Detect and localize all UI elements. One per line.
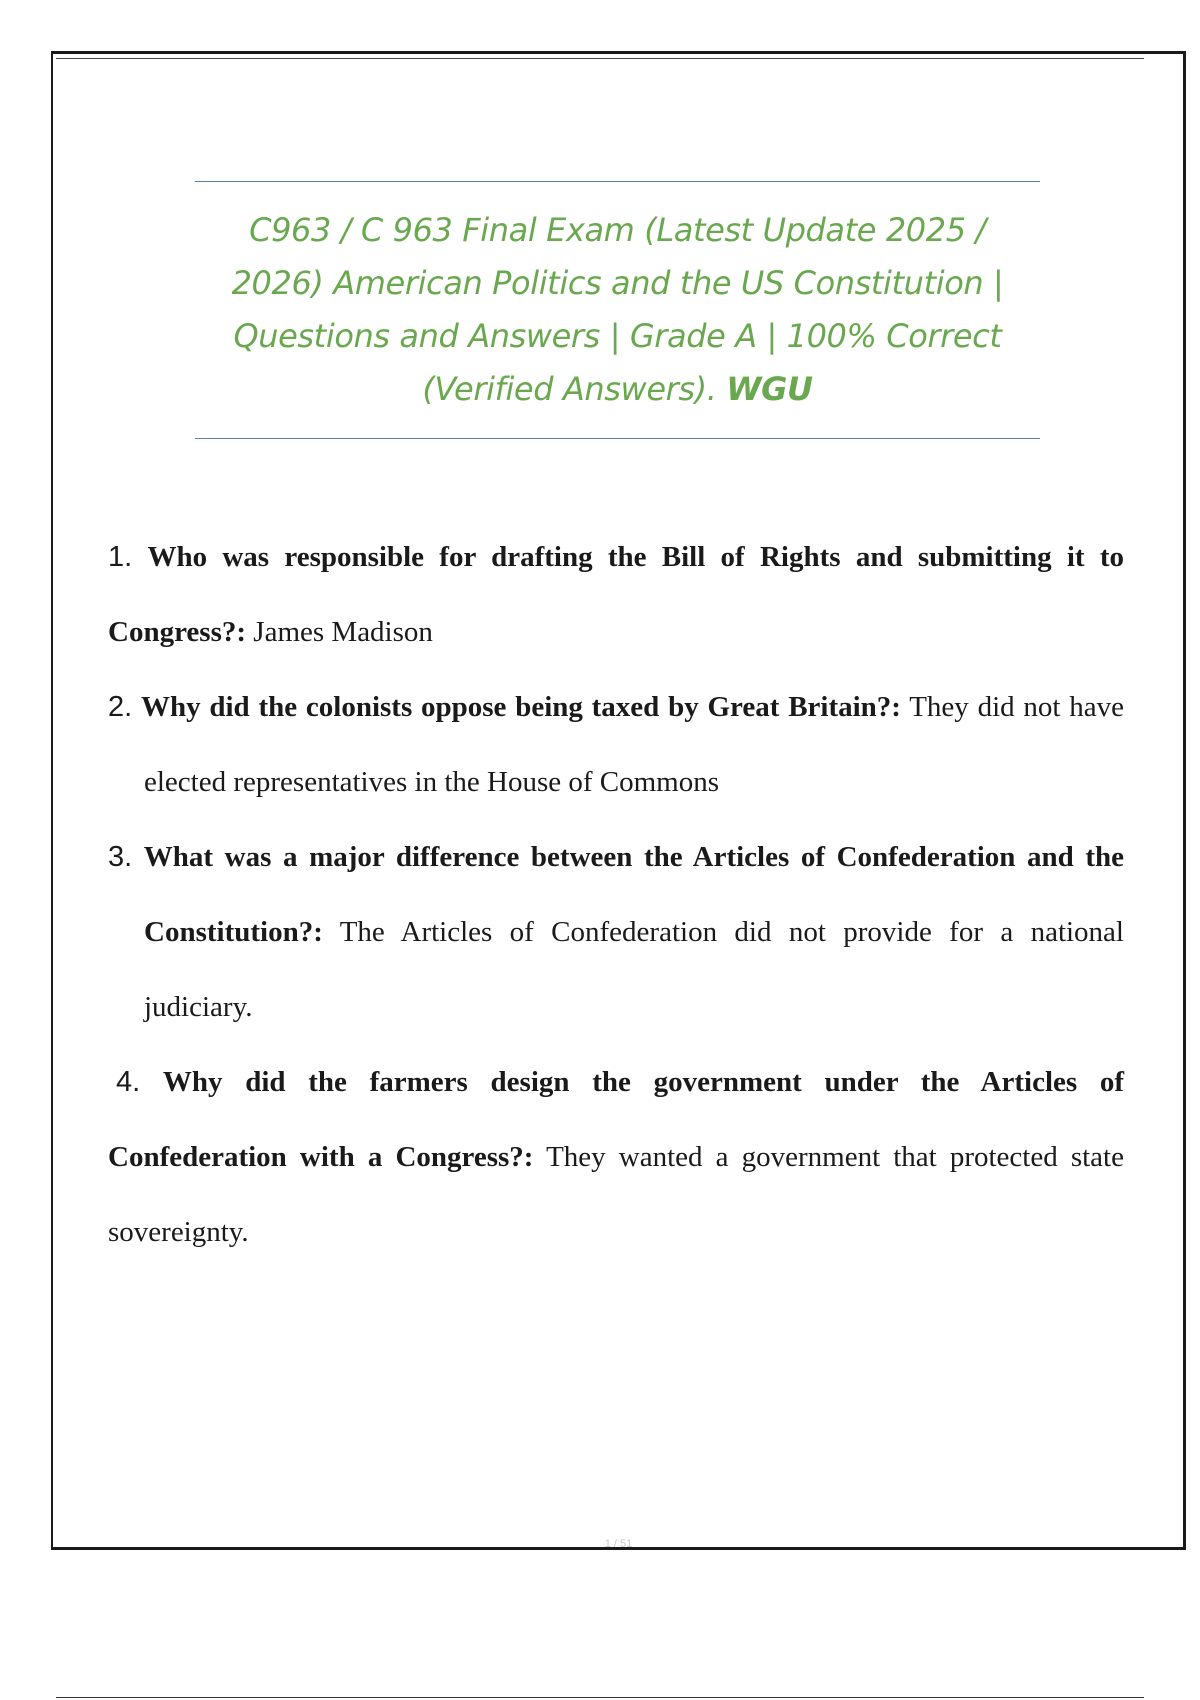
title-block: [195, 181, 1040, 439]
qa-item-3: [108, 820, 1124, 1045]
qa-question: Why did the farmers design the government under the Articles of Confederation with a Congress?:: [108, 1066, 1125, 1173]
qa-number: 2.: [108, 691, 133, 723]
top-rule: [56, 58, 1144, 59]
qa-item-4: [108, 1045, 1124, 1270]
title-line-4-prefix: (Verified Answers).: [422, 370, 727, 408]
qa-number: 1.: [108, 541, 133, 573]
document-title: [195, 204, 1040, 416]
qa-item-2: [108, 670, 1124, 820]
title-line-4: [195, 363, 1040, 416]
qa-answer: They did not have elected representatives in the House of Commons: [144, 691, 1124, 798]
qa-number: 4.: [116, 1066, 141, 1098]
qa-question: Who was responsible for drafting the Bill of Rights and submitting it to Congress?:: [108, 541, 1125, 648]
bottom-rule: [56, 1697, 1144, 1698]
qa-answer: They wanted a government that protected state sovereignty.: [108, 1141, 1124, 1248]
title-line-1: C963 / C 963 Final Exam (Latest Update 2025 /: [249, 211, 986, 249]
title-brand: WGU: [726, 370, 813, 408]
title-line-3: Questions and Answers | Grade A | 100% Correct: [233, 317, 1002, 355]
qa-question: What was a major difference between the Articles of Confederation and the Constitution?:: [143, 841, 1125, 948]
qa-number: 3.: [108, 841, 133, 873]
qa-answer: James Madison: [253, 616, 433, 648]
title-line-2: 2026) American Politics and the US Constitution |: [231, 264, 1004, 302]
page-number: 1 / 51: [604, 1538, 633, 1550]
qa-list: [108, 520, 1124, 1270]
qa-answer: The Articles of Confederation did not provide for a national judiciary.: [144, 916, 1124, 1023]
qa-question: Why did the colonists oppose being taxed by Great Britain?:: [140, 691, 901, 723]
qa-item-1: [108, 520, 1124, 670]
